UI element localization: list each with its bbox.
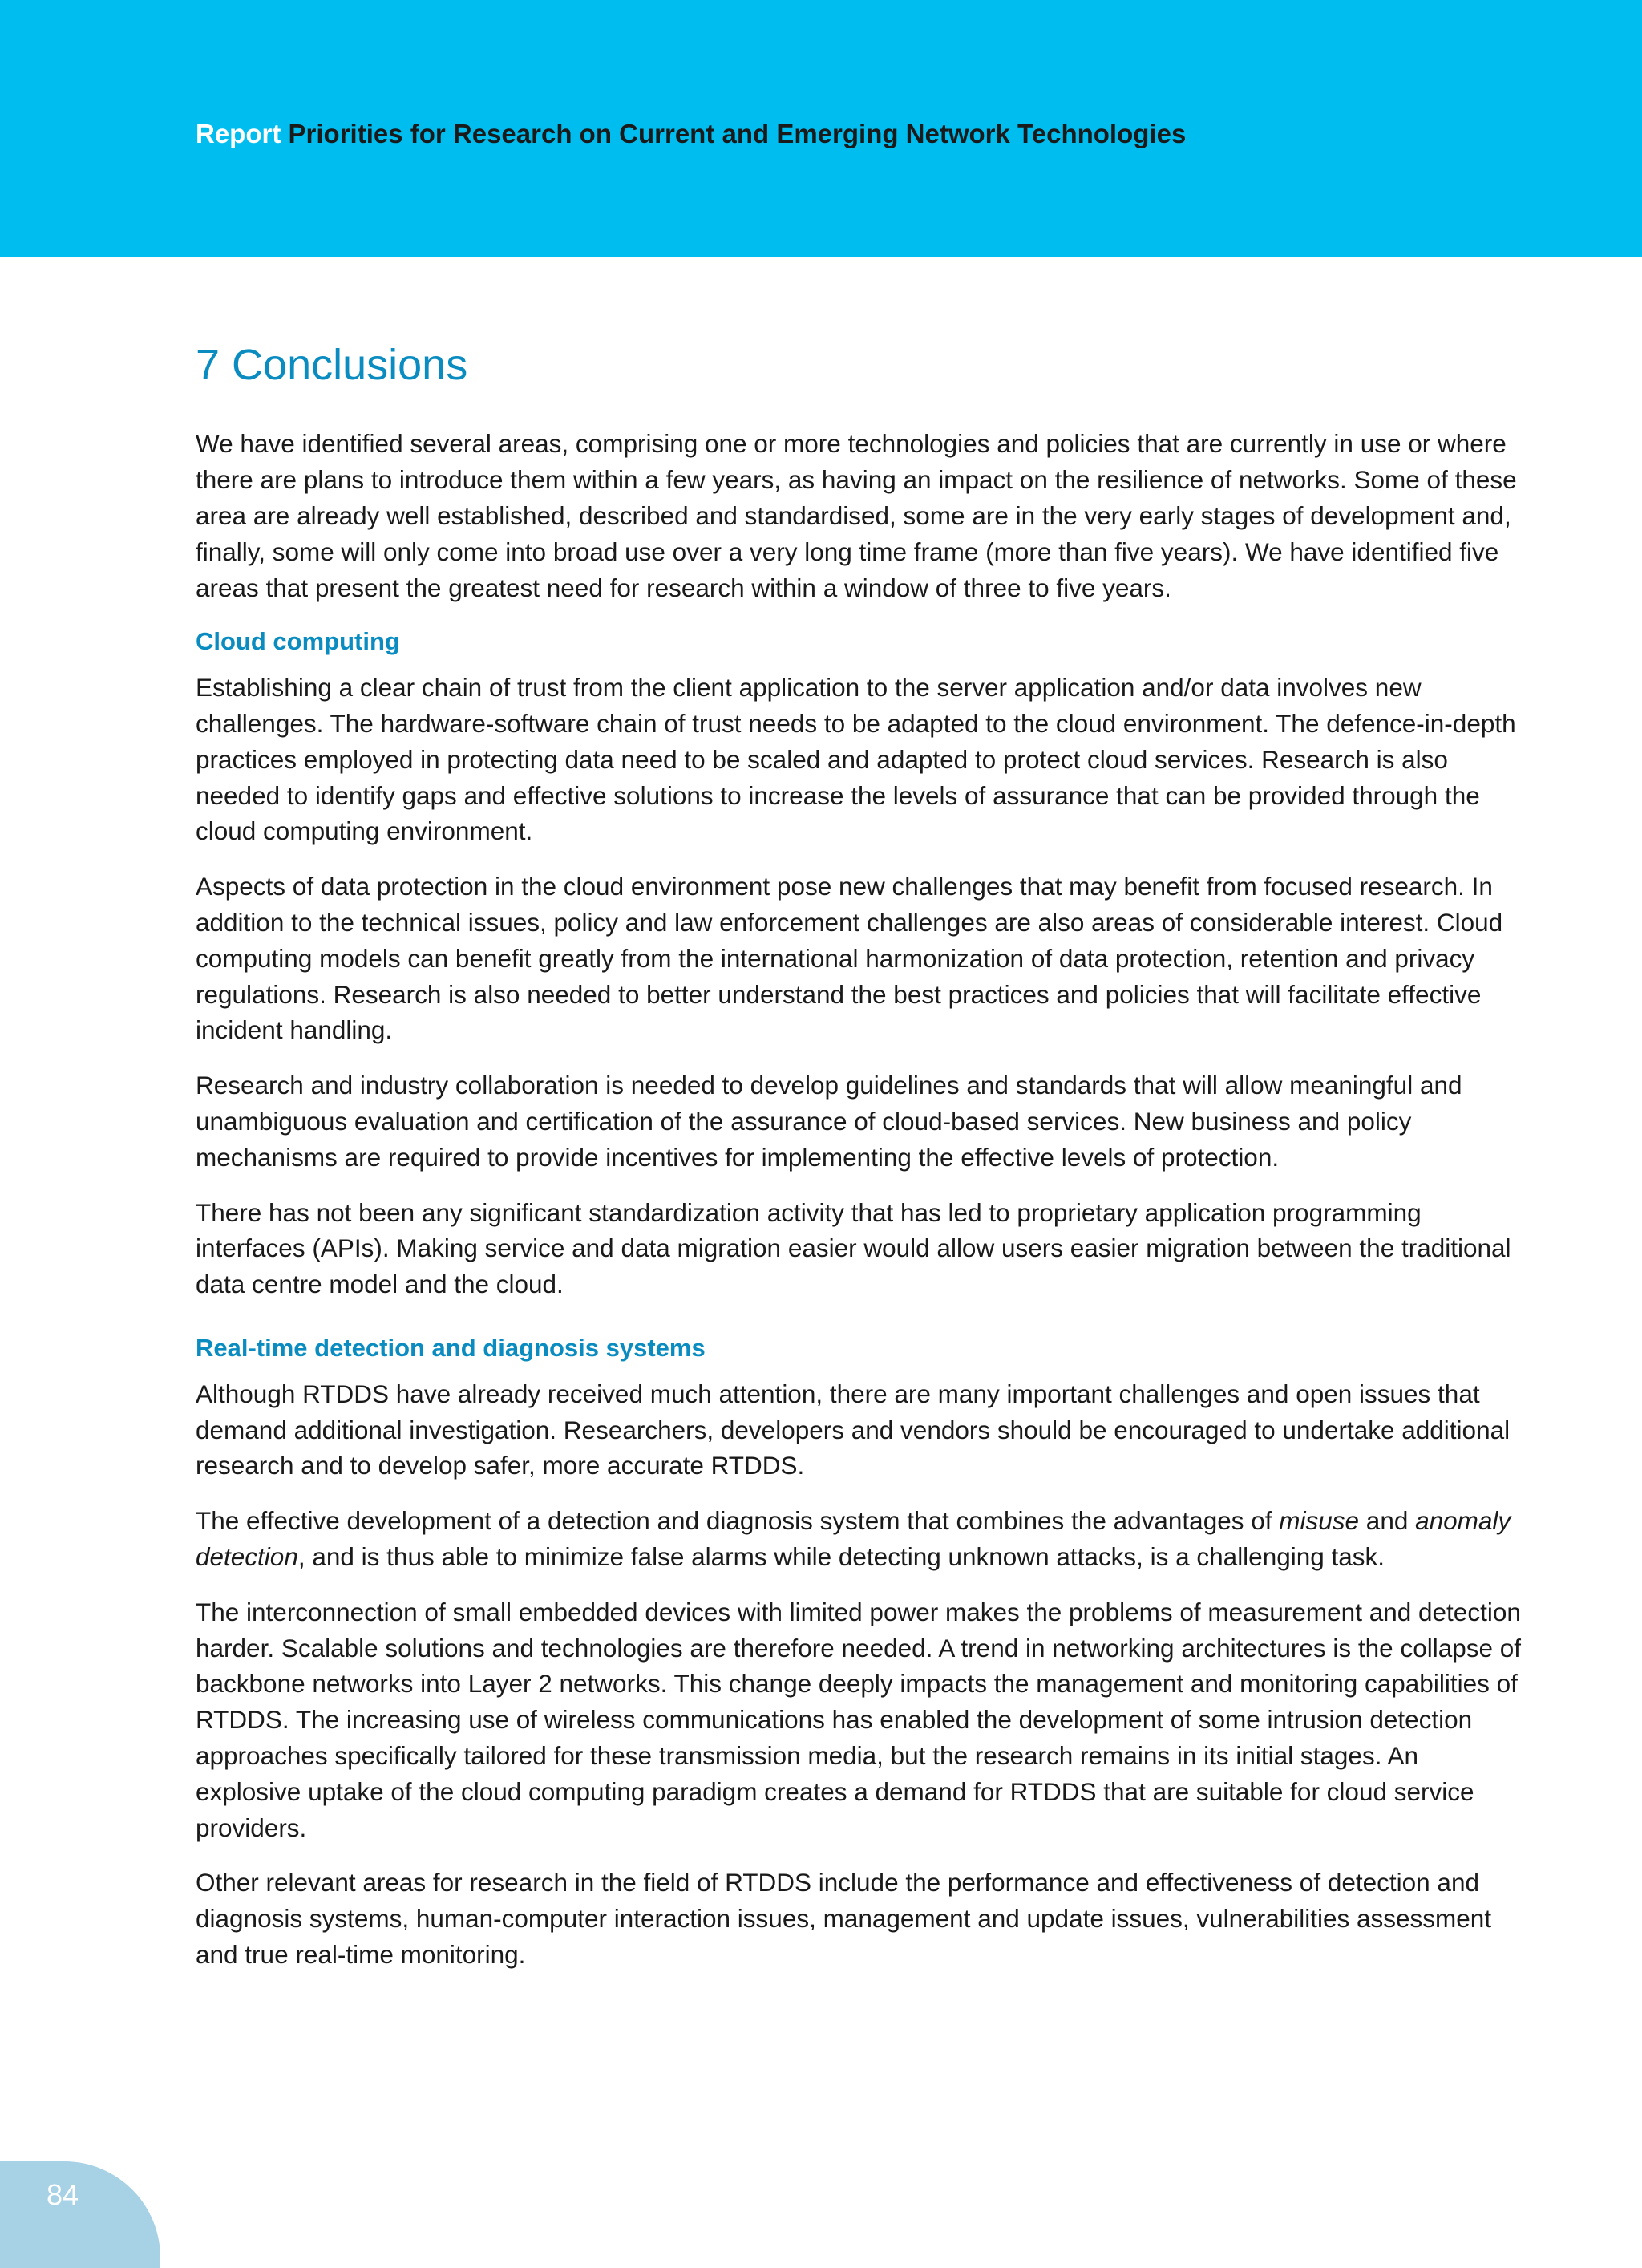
cloud-paragraph-4: There has not been any significant standardization activity that has led to proprietary application programming interfaces (APIs). Making service and data migration easier would allow users easier migration between the traditional data centre model and the cloud. [196, 1197, 1511, 1299]
term-anomaly-detection: anomaly detection [196, 1506, 1511, 1571]
rtdds-p2-end: , and is thus able to minimize false alarms while detecting unknown attacks, is a challenging task. [297, 1542, 1385, 1571]
report-title: Priorities for Research on Current and Emerging Network Technologies [288, 119, 1187, 148]
rtdds-p2-mid: and [1359, 1506, 1416, 1536]
rtdds-paragraph-4: Other relevant areas for research in the field of RTDDS include the performance and effectiveness of detection and diagnosis systems, human-computer interaction issues, management and update issues, vulnerabilities assessment and true real-time monitoring. [196, 1868, 1492, 1969]
page-number: 84 [47, 2178, 79, 2211]
section-heading-cloud-computing: Cloud computing [196, 627, 400, 656]
cloud-paragraph-1: Establishing a clear chain of trust from the client application to the server application and/or data involves new challenges. The hardware-software chain of trust needs to be adapted to the cloud environment. The defence-in-depth practices employed in protecting data need to be scaled and adapted to protect cloud services. Research is also needed to identify gaps and effective solutions to increase the levels of assurance that can be provided through the cloud computing environment. [196, 673, 1516, 846]
rtdds-paragraph-3: The interconnection of small embedded devices with limited power makes the problems of measurement and detection harder. Scalable solutions and technologies are therefore needed. A trend in networking architectures is the collapse of backbone networks into Layer 2 networks. This change deeply impacts the management and monitoring capabilities of RTDDS. The increasing use of wireless communications has enabled the development of some intrusion detection approaches specifically tailored for these transmission media, but the research remains in its initial stages. An explosive uptake of the cloud computing paradigm creates a demand for RTDDS that are suitable for cloud service providers. [196, 1597, 1522, 1842]
cloud-paragraph-3: Research and industry collaboration is needed to develop guidelines and standards that will allow meaningful and unambiguous evaluation and certification of the assurance of cloud-based services. New business and policy mechanisms are required to provide incentives for implementing the effective levels of protection. [196, 1071, 1462, 1172]
cloud-paragraph-2: Aspects of data protection in the cloud environment pose new challenges that may benefit from focused research. In addition to the technical issues, policy and law enforcement challenges are also areas of considerable interest. Cloud computing models can benefit greatly from the international harmonization of data protection, retention and privacy regulations. Research is also needed to better understand the best practices and policies that will facilitate effective incident handling. [196, 872, 1503, 1045]
chapter-title: 7 Conclusions [196, 341, 468, 389]
term-misuse: misuse [1279, 1506, 1360, 1536]
page-number-tab [0, 2161, 160, 2268]
rtdds-paragraph-2 [196, 1503, 1528, 1575]
page-content [196, 342, 1528, 1992]
section-heading-rtdds: Real-time detection and diagnosis systems [196, 1333, 706, 1362]
rtdds-p2-start: The effective development of a detection and diagnosis system that combines the advantages of [196, 1506, 1280, 1536]
intro-paragraph: We have identified several areas, comprising one or more technologies and policies that are currently in use or where there are plans to introduce them within a few years, as having an impact on the resilience of networks. Some of these area are already well established, described and standardised, some are in the very early stages of development and, finally, some will only come into broad use over a very long time frame (more than five years). We have identified five areas that present the greatest need for research within a window of three to five years. [196, 429, 1517, 602]
running-header [196, 119, 1186, 149]
rtdds-paragraph-1: Although RTDDS have already received much attention, there are many important challenges and open issues that demand additional investigation. Researchers, developers and vendors should be encouraged to undertake additional research and to develop safer, more accurate RTDDS. [196, 1379, 1511, 1480]
report-label: Report [196, 119, 281, 148]
